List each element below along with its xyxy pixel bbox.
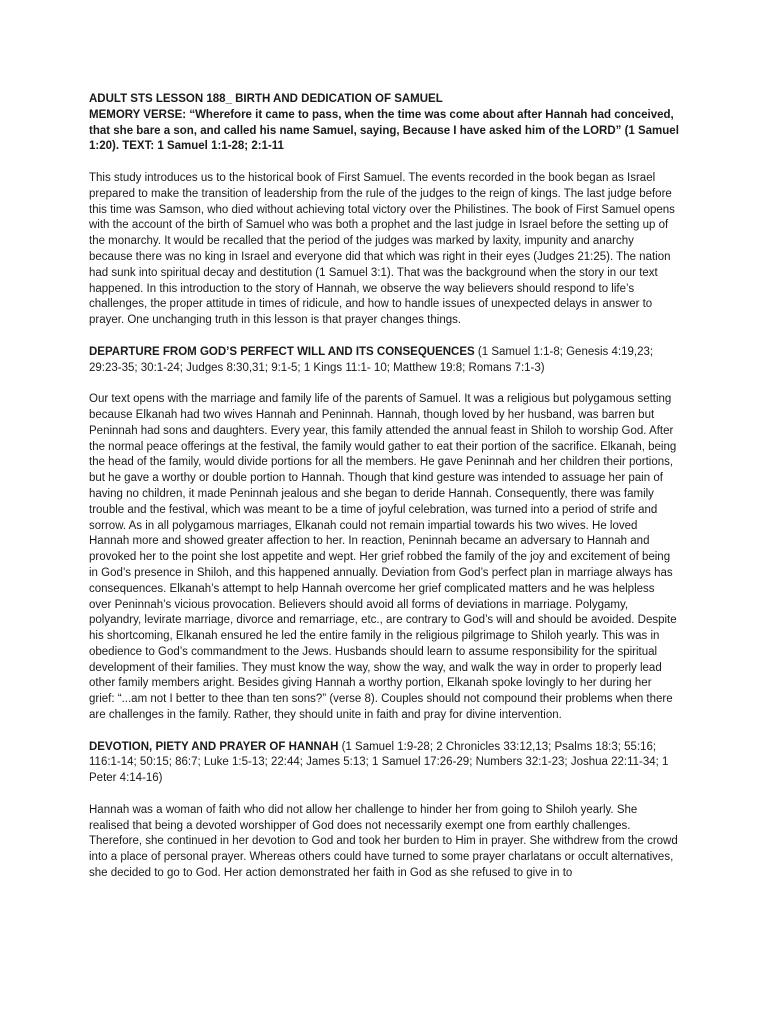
section-heading-devotion (89, 740, 679, 787)
section-heading-devotion-refs: (1 Samuel 1:9-28; 2 Chronicles 33:12,13; Psalms 18:3; 55:16; 116:1-14; 50:15; 86:7; Luke 1:5-13; 22:44; James 5:13; 1 Samuel 17:26-29; Numbers 32:1-23; Joshua 22:11-34; 1 Peter 4:14-16) (89, 740, 669, 785)
memory-verse: MEMORY VERSE: “Wherefore it came to pass, when the time was come about after Hannah had conceived, that she bare a son, and called his name Samuel, saying, Because I have asked him of the LORD” (1 Samuel 1:20). TEXT: 1 Samuel 1:1-28; 2:1-11 (89, 108, 679, 153)
intro-paragraph: This study introduces us to the historical book of First Samuel. The events recorded in the book began as Israel prepared to make the transition of leadership from the rule of the judges to the reign of kings. The last judge before this time was Samson, who died without achieving total victory over the Philistines. The book of First Samuel opens with the account of the birth of Samuel who was both a prophet and the last judge in Israel before the setting up of the monarchy. It would be recalled that the period of the judges was marked by laxity, impunity and anarchy because there was no king in Israel and everyone did that which was right in their eyes (Judges 21:25). The nation had sunk into spiritual decay and destitution (1 Samuel 3:1). That was the background when the story in our text happened. In this introduction to the story of Hannah, we observe the way believers should respond to life’s challenges, the proper attitude in times of ridicule, and how to handle issues of unexpected delays in answer to prayer. One unchanging truth in this lesson is that prayer changes things. (89, 171, 675, 327)
section-heading-departure-refs: (1 Samuel 1:1-8; Genesis 4:19,23; 29:23-35; 30:1-24; Judges 8:30,31; 9:1-5; 1 Kings 11:1- 10; Matthew 19:8; Romans 7:1-3) (89, 345, 654, 374)
section-departure-paragraph: Our text opens with the marriage and family life of the parents of Samuel. It was a religious but polygamous setting because Elkanah had two wives Hannah and Peninnah. Hannah, though loved by her husband, was barren but Peninnah had sons and daughters. Every year, this family attended the annual feast in Shiloh to worship God. After the normal peace offerings at the festival, the family would gather to eat their portion of the sacrifice. Elkanah, being the head of the family, would divide portions for all the members. He gave Peninnah and her children their portions, but he gave a worthy or double portion to Hannah. Though that kind gesture was intended to assuage her pain of having no children, it made Peninnah jealous and she began to deride Hannah. Consequently, there was family trouble and the festival, which was meant to be a time of joyful celebration, was turned into a period of strife and sorrow. As in all polygamous marriages, Elkanah could not remain impartial towards his two wives. He loved Hannah more and showed greater affection to her. In reaction, Peninnah became an adversary to Hannah and provoked her to the point she lost appetite and wept. Her grief robbed the family of the joy and excitement of being in God’s presence in Shiloh, and this happened annually. Deviation from God’s perfect plan in marriage always has consequences. Elkanah’s attempt to help Hannah overcome her grief complicated matters and he was helpless over Peninnah’s vicious provocation. Believers should avoid all forms of deviations in marriage. Polygamy, polyandry, levirate marriage, divorce and remarriage, etc., are contrary to God’s will and should be avoided. Despite his shortcoming, Elkanah ensured he led the entire family in the religious pilgrimage to Shiloh yearly. This was in obedience to God’s commandment to the Jews. Husbands should learn to assume responsibility for the spiritual development of their families. They must know the way, show the way, and walk the way in order to properly lead other family members aright. Besides giving Hannah a worthy portion, Elkanah spoke lovingly to her during her grief: “...am not I better to thee than ten sons?” (verse 8). Couples should not compound their problems when there are challenges in the family. Rather, they should unite in faith and pray for divine intervention. (89, 393, 677, 722)
document-page (89, 92, 679, 882)
section-heading-departure (89, 345, 679, 377)
lesson-title: ADULT STS LESSON 188_ BIRTH AND DEDICATION OF SAMUEL (89, 93, 443, 105)
section-devotion-paragraph: Hannah was a woman of faith who did not allow her challenge to hinder her from going to Shiloh yearly. She realised that being a devoted worshipper of God does not necessarily exempt one from earthly challenges. Therefore, she continued in her devotion to God and took her burden to Him in prayer. She withdrew from the crowd into a place of personal prayer. Whereas others could have turned to some prayer charlatans or occult alternatives, she decided to go to God. Her action demonstrated her faith in God as she refused to give in to (89, 803, 678, 880)
section-heading-departure-title: DEPARTURE FROM GOD’S PERFECT WILL AND ITS CONSEQUENCES (89, 345, 475, 358)
section-heading-devotion-title: DEVOTION, PIETY AND PRAYER OF HANNAH (89, 740, 339, 753)
